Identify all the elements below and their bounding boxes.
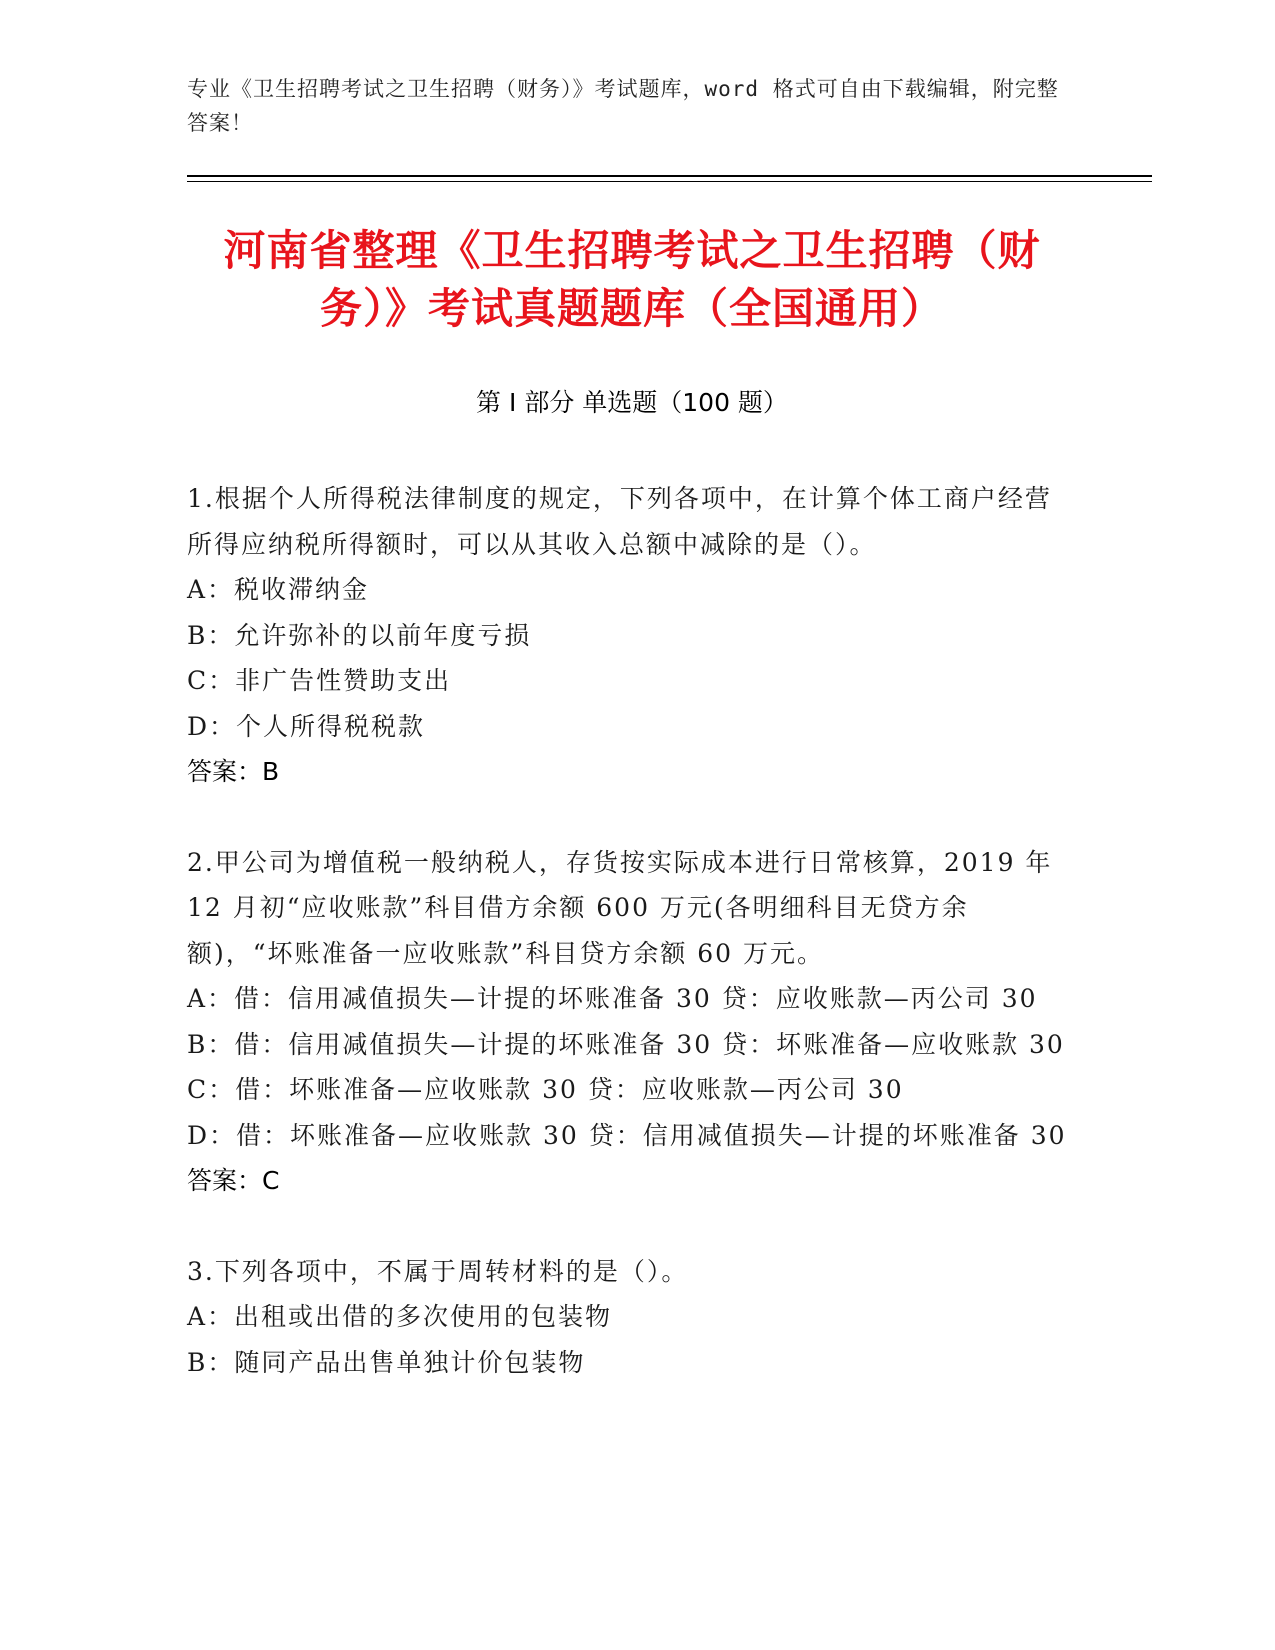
option-c: C：非广告性赞助支出 (187, 666, 452, 695)
question-stem: 3.下列各项中，不属于周转材料的是（）。 (187, 1256, 689, 1286)
section-heading: 第 I 部分 单选题（100 题） (476, 388, 788, 417)
option-d: D：个人所得税税款 (187, 711, 426, 741)
question-stem: 2.甲公司为增值税一般纳税人，存货按实际成本进行日常核算，2019 年 12 月初“应收账款”科目借方余额 600 万元(各明细科目无贷方余额)，“坏账准备一应收账款”科目贷方余额 60 万元。 (187, 847, 1053, 968)
answer-line: 答案：C (187, 1166, 280, 1195)
option-c: C：借：坏账准备—应收账款 30 贷：应收账款—丙公司 30 (187, 1075, 904, 1104)
option-a: A：出租或出借的多次使用的包装物 (187, 1302, 613, 1331)
question-stem: 1.根据个人所得税法律制度的规定，下列各项中，在计算个体工商户经营所得应纳税所得额时，可以从其收入总额中减除的是（）。 (187, 484, 1052, 559)
option-b: B：允许弥补的以前年度亏损 (187, 620, 532, 650)
question-list (187, 476, 1067, 1430)
question-1 (187, 476, 1067, 795)
question-2 (187, 840, 1067, 1204)
header-divider-thin (187, 181, 1152, 182)
option-b: B：借：信用减值损失—计提的坏账准备 30 贷：坏账准备—应收账款 30 (187, 1029, 1065, 1059)
question-3 (187, 1249, 1067, 1386)
option-b: B：随同产品出售单独计价包装物 (187, 1347, 586, 1377)
option-a: A：借：信用减值损失—计提的坏账准备 30 贷：应收账款—丙公司 30 (187, 984, 1038, 1013)
document-title: 河南省整理《卫生招聘考试之卫生招聘（财务）》考试真题题库（全国通用） (223, 226, 1041, 333)
header-divider-thick (187, 175, 1152, 177)
header-note: 专业《卫生招聘考试之卫生招聘（财务）》考试题库，word 格式可自由下载编辑，附完整答案！ (187, 77, 1059, 135)
option-d: D：借：坏账准备—应收账款 30 贷：信用减值损失—计提的坏账准备 30 (187, 1120, 1067, 1150)
answer-line: 答案：B (187, 757, 280, 786)
option-a: A：税收滞纳金 (187, 575, 370, 604)
